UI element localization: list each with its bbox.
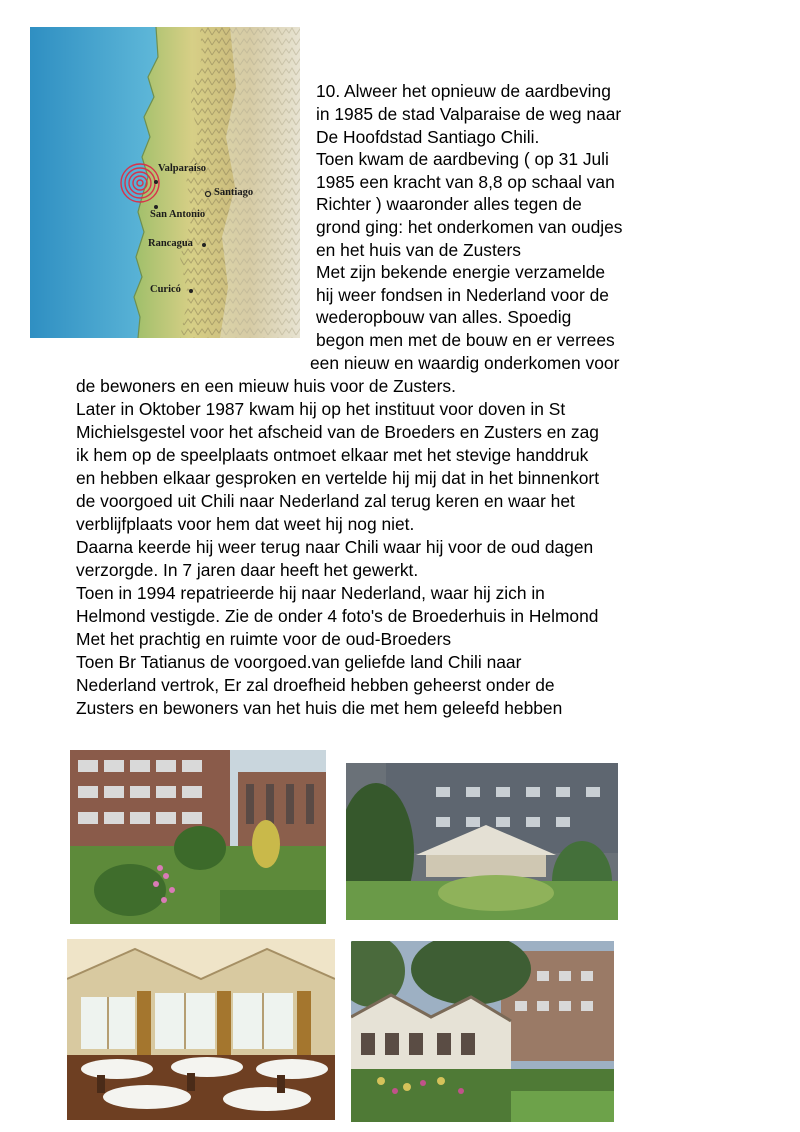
map-label-san-antonio: San Antonio — [150, 209, 206, 220]
text-line: Daarna keerde hij weer terug naar Chili waar hij voor de oud dagen — [76, 537, 594, 557]
photo-building-garden — [70, 750, 326, 924]
text-line: Michielsgestel voor het afscheid van de Broeders en Zusters en zag — [76, 422, 599, 442]
text-line: grond ging: het onderkomen van oudjes — [316, 217, 623, 237]
text-line: Helmond vestigde. Zie de onder 4 foto's de Broederhuis in Helmond — [76, 606, 599, 626]
photo-dining-hall — [67, 939, 335, 1120]
text-line: Toen in 1994 repatrieerde hij naar Nederland, waar hij zich in — [76, 583, 545, 603]
text-line: wederopbouw van alles. Spoedig — [316, 307, 572, 327]
text-line: verzorgde. In 7 jaren daar heeft het gewerkt. — [76, 560, 419, 580]
text-line: verblijfplaats voor hem dat weet hij nog niet. — [76, 514, 415, 534]
text-line: Met het prachtig en ruimte voor de oud-Broeders — [76, 629, 452, 649]
text-line: Met zijn bekende energie verzamelde — [316, 262, 606, 282]
text-line: de voorgoed uit Chili naar Nederland zal terug keren en waar het — [76, 491, 575, 511]
earthquake-map — [30, 27, 300, 338]
text-line: in 1985 de stad Valparaise de weg naar — [316, 104, 622, 124]
map-label-rancagua: Rancagua — [148, 238, 193, 249]
text-line: begon men met de bouw en er verrees — [316, 330, 615, 350]
photo-chalet-garden — [351, 941, 614, 1122]
text-line: 1985 een kracht van 8,8 op schaal van — [316, 172, 615, 192]
text-line: De Hoofdstad Santiago Chili. — [316, 127, 540, 147]
text-line: ik hem op de speelplaats ontmoet elkaar met het stevige handdruk — [76, 445, 589, 465]
text-line: en hebben elkaar gesproken en vertelde hij mij dat in het binnenkort — [76, 468, 600, 488]
text-line: Zusters en bewoners van het huis die met hem geleefd hebben — [76, 698, 563, 718]
text-line: hij weer fondsen in Nederland voor de — [316, 285, 609, 305]
text-line: de bewoners en een mieuw huis voor de Zusters. — [76, 376, 456, 396]
text-line: Toen kwam de aardbeving ( op 31 Juli — [316, 149, 609, 169]
map-label-santiago: Santiago — [214, 187, 254, 198]
text-line: een nieuw en waardig onderkomen voor — [310, 353, 620, 373]
text-line: Nederland vertrok, Er zal droefheid hebben geheerst onder de — [76, 675, 555, 695]
text-line: Later in Oktober 1987 kwam hij op het instituut voor doven in St — [76, 399, 566, 419]
text-line: Richter ) waaronder alles tegen de — [316, 194, 582, 214]
map-label-valparaiso: Valparaíso — [158, 163, 207, 174]
text-line: 10. Alweer het opnieuw de aardbeving — [316, 81, 611, 101]
map-label-curico: Curicó — [150, 284, 181, 295]
photo-courtyard-entrance — [346, 763, 618, 920]
text-line: Toen Br Tatianus de voorgoed.van geliefde land Chili naar — [76, 652, 522, 672]
text-line: en het huis van de Zusters — [316, 240, 521, 260]
